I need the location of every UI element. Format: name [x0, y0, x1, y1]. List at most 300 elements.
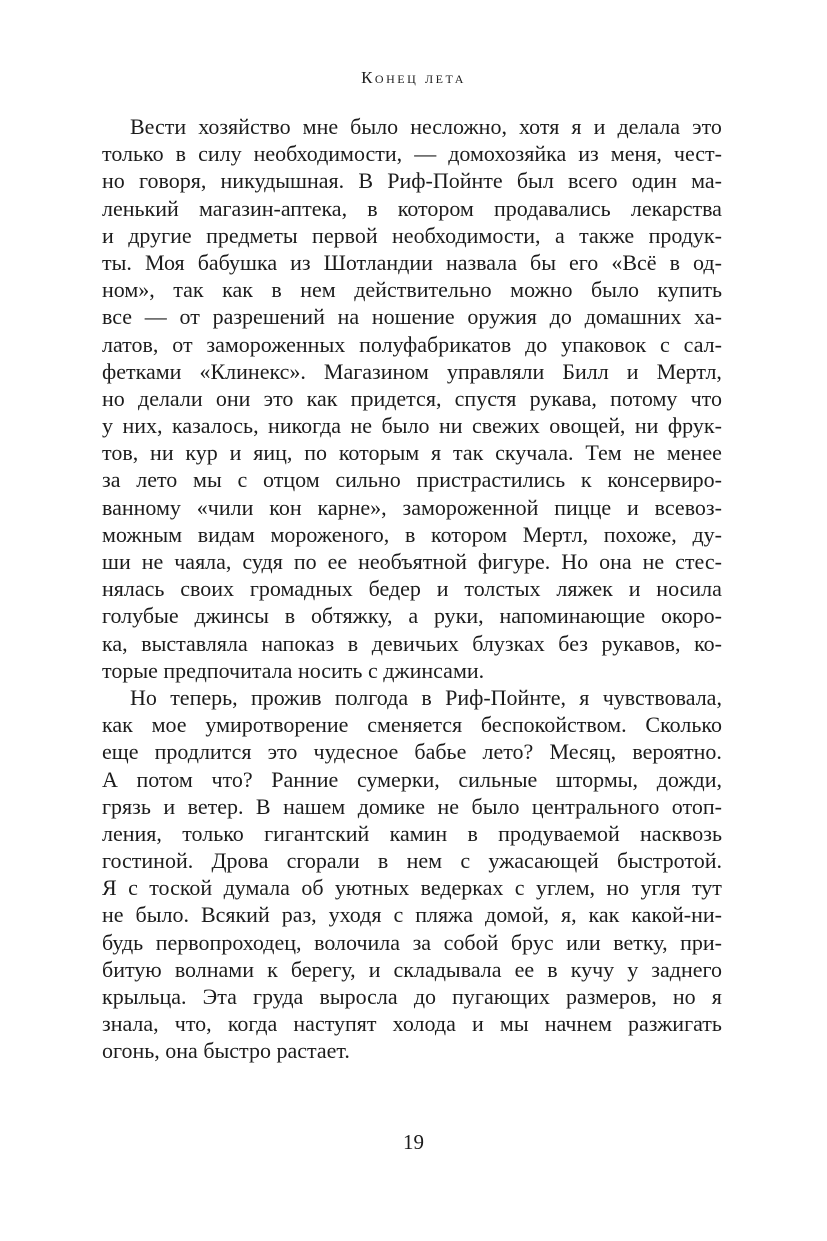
word: пицце — [554, 494, 612, 520]
word: всевоз- — [654, 494, 722, 520]
word: купить — [657, 277, 722, 303]
word: мы — [193, 467, 222, 493]
body-text — [102, 113, 722, 1065]
word: Вести — [130, 114, 187, 139]
word: его — [569, 249, 599, 275]
word: будь — [102, 929, 144, 955]
word: штормы, — [555, 766, 639, 792]
word: носила — [656, 576, 722, 602]
word: ма- — [691, 168, 722, 194]
word: сильные — [458, 766, 538, 792]
word: домой, — [485, 902, 549, 928]
word: Месяц, — [549, 739, 617, 765]
word: быстротой. — [617, 848, 722, 874]
text-line — [102, 195, 722, 222]
word: лето — [136, 467, 178, 493]
word: пляжа — [415, 902, 474, 928]
word: уютных — [334, 875, 410, 901]
word: напоминающие — [499, 603, 646, 629]
word: вероятно. — [632, 739, 722, 765]
word: магазин-аптека, — [198, 195, 348, 221]
text-line — [102, 956, 722, 983]
word: бабье — [414, 739, 467, 765]
word: ванному — [102, 494, 181, 520]
word: кур — [185, 440, 218, 466]
word: что, — [174, 1011, 212, 1037]
word: ее — [327, 549, 348, 574]
word: сал- — [683, 331, 722, 357]
word: по — [293, 549, 317, 574]
text-line — [102, 793, 722, 820]
text-line — [102, 847, 722, 874]
word: отоп- — [671, 793, 722, 819]
word: ном», — [102, 277, 155, 303]
word: выставляла — [141, 630, 248, 656]
word: и — [229, 440, 242, 466]
word: ляжек — [556, 576, 613, 602]
text-line — [102, 140, 722, 167]
word: размеров, — [566, 984, 657, 1009]
word: домашних — [584, 304, 682, 330]
word: думала — [223, 875, 290, 901]
word: за — [412, 929, 432, 955]
word: к — [267, 956, 278, 982]
word: котором — [397, 195, 474, 221]
word: об — [301, 875, 324, 901]
word: мое — [151, 712, 187, 738]
word: было — [381, 413, 430, 439]
word: упаковок — [561, 331, 647, 357]
word: заднего — [651, 956, 722, 982]
word: придется, — [350, 385, 442, 411]
word: А — [102, 766, 118, 792]
word: «Клинекс». — [199, 358, 306, 384]
word: волочила — [314, 929, 401, 955]
text-line: торые предпочитала носить с джинсами. — [102, 657, 485, 683]
word: я, — [560, 902, 577, 928]
word: это — [692, 114, 722, 139]
word: берегу, — [290, 956, 356, 982]
text-line — [102, 222, 722, 249]
word: по — [304, 440, 328, 466]
word: и — [102, 222, 114, 248]
word: бабушка — [197, 249, 278, 275]
word: замороженной — [402, 494, 539, 520]
word: с — [514, 875, 525, 901]
word: и — [436, 576, 449, 602]
word: кон — [269, 494, 302, 520]
word: какой-ни- — [631, 902, 722, 928]
word: и — [626, 358, 639, 384]
word: в — [367, 195, 378, 221]
word: до — [549, 304, 572, 330]
word: было — [350, 114, 399, 139]
word: первопроходец, — [155, 929, 302, 955]
word: в — [175, 141, 187, 167]
word: и — [163, 793, 176, 819]
word: другие — [128, 222, 192, 248]
word: стес- — [675, 549, 722, 574]
word: ужасающей — [488, 848, 599, 874]
word: камин — [389, 820, 448, 846]
word: похоже, — [603, 521, 677, 547]
word: потому — [610, 385, 678, 411]
word: мне — [302, 114, 339, 139]
word: холода — [392, 1011, 456, 1037]
word: Ранние — [271, 766, 339, 792]
text-line — [102, 439, 722, 466]
word: это — [267, 739, 298, 765]
word: из — [578, 141, 599, 167]
word: все — [102, 304, 133, 330]
word: нем — [406, 848, 443, 874]
word: разжигать — [628, 1011, 722, 1037]
word: с — [393, 902, 404, 928]
word: что? — [211, 766, 253, 792]
word: необходимости, — [253, 141, 403, 167]
word: — — [414, 141, 437, 167]
word: еще — [102, 739, 139, 765]
word: знала, — [102, 1011, 159, 1037]
word: и — [368, 956, 381, 982]
word: выросла — [319, 984, 398, 1009]
word: пугающих — [452, 984, 550, 1009]
word: при- — [680, 929, 722, 955]
word: яиц, — [253, 440, 293, 466]
text-line — [102, 766, 722, 793]
word: с — [460, 848, 471, 874]
word: в — [421, 684, 432, 710]
word: котором — [431, 521, 508, 547]
word: раз, — [281, 902, 317, 928]
word: беспокойством. — [480, 712, 627, 738]
word: в — [467, 820, 478, 846]
word: Дрова — [211, 848, 269, 874]
text-line — [102, 684, 722, 711]
word: так — [173, 277, 204, 303]
word: «чили — [196, 494, 254, 520]
word: руки, — [433, 603, 484, 629]
word: управляли — [446, 358, 545, 384]
word: ха- — [694, 304, 722, 330]
word: никогда — [268, 413, 342, 439]
word: кучу — [570, 956, 615, 982]
running-head-title: Конец лета — [361, 68, 466, 87]
word: я — [579, 684, 590, 710]
word: фигуре. — [477, 549, 551, 574]
word: хозяйство — [198, 114, 291, 139]
word: ко- — [694, 630, 722, 656]
word: ленький — [102, 195, 179, 221]
word: говоря, — [138, 168, 207, 194]
text-line — [102, 521, 722, 548]
word: было — [471, 793, 520, 819]
word: Магазином — [323, 358, 429, 384]
word: Сколько — [645, 712, 722, 738]
word: своих — [180, 576, 235, 602]
word: так — [452, 440, 484, 466]
word: хотя — [519, 114, 560, 139]
word: не — [102, 902, 124, 928]
word: и — [593, 114, 606, 139]
word: умиротворение — [205, 712, 349, 738]
text-line — [102, 276, 722, 303]
word: за — [102, 467, 121, 493]
word: спустя — [454, 385, 517, 411]
word: центрального — [531, 793, 660, 819]
word: ветку, — [613, 929, 668, 955]
word: напоказ — [261, 630, 335, 656]
word: предметы — [206, 222, 298, 248]
text-line — [102, 385, 722, 412]
word: скучала. — [495, 440, 574, 466]
word: необъятной — [358, 549, 467, 574]
word: у — [102, 413, 113, 439]
text-line — [102, 1010, 722, 1037]
word: и — [626, 494, 639, 520]
paragraph-1 — [102, 113, 722, 684]
word: ведерках — [420, 875, 504, 901]
word: они — [215, 385, 251, 411]
word: ка, — [102, 630, 128, 656]
word: нем — [300, 277, 336, 303]
word: Тем — [585, 440, 622, 466]
word: и — [628, 576, 641, 602]
word: латов, — [102, 331, 159, 357]
word: складывала — [393, 956, 502, 982]
word: нялась — [102, 576, 165, 602]
paragraph-2 — [102, 684, 722, 1065]
word: углем, — [535, 875, 596, 901]
page-number: 19 — [403, 1130, 424, 1154]
word: оружия — [467, 304, 537, 330]
word: крыльца. — [102, 984, 187, 1009]
word: Шотландии — [323, 249, 433, 275]
word: мороженого, — [270, 521, 390, 547]
word: ши — [102, 549, 131, 574]
word: силу — [198, 141, 242, 167]
word: полуфабрикатов — [359, 331, 512, 357]
word: свежих — [471, 413, 540, 439]
word: «Всё — [611, 249, 657, 275]
word: фрук- — [667, 413, 722, 439]
word: на — [337, 304, 360, 330]
word: угля — [640, 875, 681, 901]
word: обтяжку, — [311, 603, 393, 629]
word: бедер — [368, 576, 421, 602]
word: Мертл, — [522, 521, 589, 547]
word: лекарства — [630, 195, 722, 221]
word: Эта — [202, 984, 237, 1009]
word: собой — [443, 929, 499, 955]
word: она — [599, 549, 632, 574]
word: чудесное — [313, 739, 399, 765]
word: как — [588, 902, 620, 928]
word: домике — [357, 793, 426, 819]
word: сменяется — [367, 712, 463, 738]
word: консервиро- — [607, 467, 722, 493]
word: замороженных — [206, 331, 346, 357]
word: сильно — [335, 467, 401, 493]
word: рукавов, — [601, 630, 681, 656]
word: полгода — [334, 684, 409, 710]
word: Всякий — [200, 902, 270, 928]
word: у — [627, 956, 639, 982]
word: блузках — [472, 630, 545, 656]
word: можно — [510, 277, 573, 303]
text-line — [102, 929, 722, 956]
word: Мертл, — [656, 358, 722, 384]
word: продлится — [154, 739, 252, 765]
word: потом — [136, 766, 193, 792]
word: с — [660, 331, 670, 357]
word: не — [350, 413, 373, 439]
word: грязь — [102, 793, 151, 819]
word: од- — [693, 249, 722, 275]
word: Моя — [144, 249, 185, 275]
word: ее — [514, 956, 535, 982]
word: домохозяйка — [448, 141, 567, 167]
word: всего — [568, 168, 618, 194]
word: назвала — [445, 249, 517, 275]
word: рукава, — [529, 385, 597, 411]
word: ни — [438, 413, 463, 439]
word: битую — [102, 956, 162, 982]
word: первой — [312, 222, 378, 248]
word: груда — [252, 984, 304, 1009]
word: Риф-Пойнте, — [445, 684, 566, 710]
text-line — [102, 249, 722, 276]
word: девичьих — [371, 630, 459, 656]
word: Я — [102, 875, 117, 901]
word: в — [547, 956, 558, 982]
word: или — [566, 929, 601, 955]
word: насквозь — [640, 820, 722, 846]
word: дожди, — [656, 766, 722, 792]
word: ношение — [371, 304, 455, 330]
word: без — [558, 630, 588, 656]
word: тут — [691, 875, 722, 901]
word: сгорали — [286, 848, 360, 874]
word: как — [102, 712, 133, 738]
text-line — [102, 167, 722, 194]
word: в — [377, 848, 389, 874]
word: меня, — [610, 141, 662, 167]
text-line — [102, 466, 722, 493]
word: видам — [197, 521, 255, 547]
word: разрешений — [212, 304, 325, 330]
word: только — [102, 141, 164, 167]
text-line — [102, 113, 722, 140]
word: брус — [510, 929, 554, 955]
text-line — [102, 711, 722, 738]
word: окоро- — [661, 603, 722, 629]
word: прожив — [250, 684, 322, 710]
word: был — [516, 168, 554, 194]
word: казалось, — [171, 413, 259, 439]
word: гигантский — [264, 820, 370, 846]
word: я — [571, 114, 582, 139]
word: них, — [122, 413, 163, 439]
word: громадных — [249, 576, 353, 602]
word: как — [222, 277, 253, 303]
word: к — [580, 467, 592, 493]
word: и — [471, 1011, 484, 1037]
text-line — [102, 303, 722, 330]
word: было — [590, 277, 639, 303]
word: продавались — [494, 195, 611, 221]
text-line — [102, 548, 722, 575]
text-line — [102, 331, 722, 358]
word: начнем — [544, 1011, 612, 1037]
word: ты. — [102, 249, 132, 275]
word: В — [255, 793, 271, 819]
word: тоской — [149, 875, 213, 901]
word: лето? — [482, 739, 534, 765]
word: не — [633, 440, 656, 466]
word: гостиной. — [102, 848, 194, 874]
text-line — [102, 738, 722, 765]
word: теперь, — [170, 684, 238, 710]
word: овощей, — [549, 413, 626, 439]
word: с — [237, 467, 248, 493]
word: пристрастились — [416, 467, 566, 493]
word: карне», — [317, 494, 387, 520]
word: бы — [530, 249, 556, 275]
word: но — [102, 385, 125, 411]
word: ветер. — [187, 793, 244, 819]
word: несложно, — [410, 114, 507, 139]
word: что — [690, 385, 722, 411]
word: ни — [150, 440, 174, 466]
word: чаяла, — [174, 549, 232, 574]
word: но — [672, 984, 696, 1009]
text-line — [102, 983, 722, 1010]
word: наступят — [293, 1011, 377, 1037]
word: судя — [242, 549, 283, 574]
word: как — [306, 385, 338, 411]
word: от — [179, 304, 200, 330]
word: из — [290, 249, 311, 275]
word: можным — [102, 521, 183, 547]
word: но — [606, 875, 630, 901]
word: действительно — [354, 277, 492, 303]
word: это — [263, 385, 294, 411]
word: с — [128, 875, 138, 901]
word: только — [182, 820, 244, 846]
word: Но — [130, 684, 157, 710]
word: не — [437, 793, 460, 819]
word: ления, — [102, 820, 162, 846]
text-line: огонь, она быстро растает. — [102, 1038, 350, 1064]
word: а — [408, 603, 419, 629]
word: было. — [135, 902, 189, 928]
word: мы — [499, 1011, 529, 1037]
word: делала — [617, 114, 681, 139]
word: которым — [338, 440, 420, 466]
text-line — [102, 602, 722, 629]
word: чувствовала, — [602, 684, 722, 710]
word: в — [669, 249, 680, 275]
text-line — [102, 575, 722, 602]
word: не — [141, 549, 164, 574]
word: продук- — [648, 222, 722, 248]
word: не — [642, 549, 665, 574]
word: отцом — [263, 467, 320, 493]
word: — — [144, 304, 167, 330]
word: в — [347, 630, 359, 656]
word: волнами — [174, 956, 254, 982]
